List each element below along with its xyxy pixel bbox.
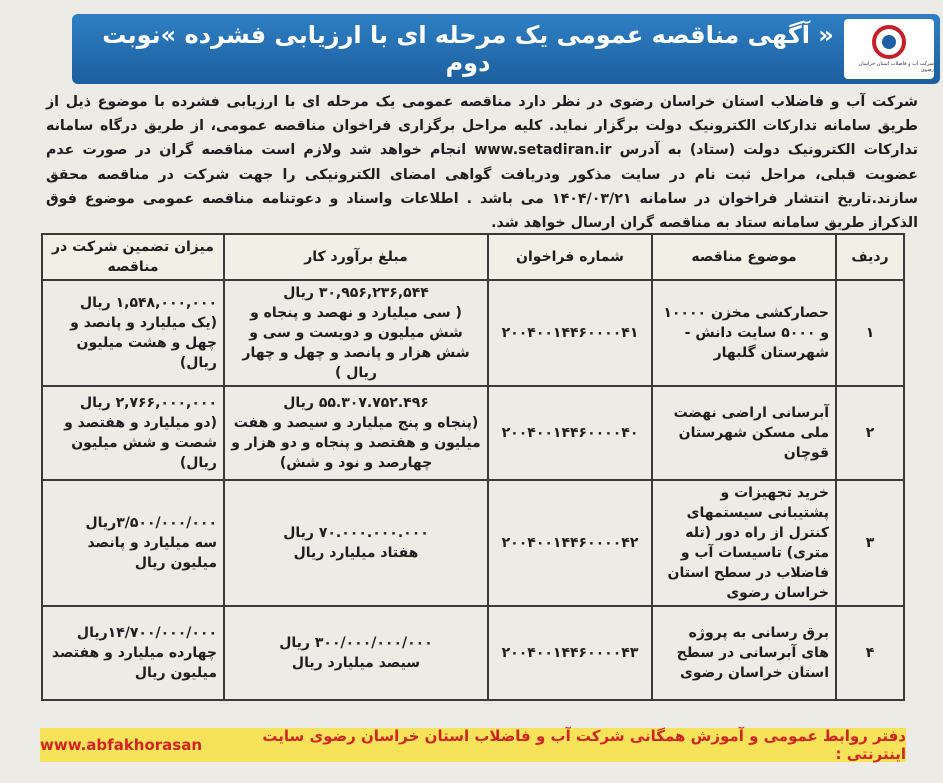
row-guarantee	[42, 480, 224, 606]
row-call-number	[488, 606, 652, 700]
row-estimate	[224, 386, 488, 480]
row-guarantee	[42, 386, 224, 480]
logo-caption: شرکت آب و فاضلاب استان خراسان رضوی	[858, 61, 934, 73]
guarantee-value: ۱,۵۴۸,۰۰۰,۰۰۰ ریال	[79, 295, 217, 311]
row-index: ۲	[836, 386, 904, 480]
header-estimate: مبلغ برآورد کار	[224, 234, 488, 280]
table-row	[42, 280, 904, 386]
estimate-value: ۳۰,۹۵۶,۲۳۶,۵۴۴ ریال	[283, 285, 429, 301]
row-estimate	[224, 280, 488, 386]
estimate-value: ۳۰۰/۰۰۰/۰۰۰/۰۰۰ ریال	[279, 635, 433, 651]
table-header-row	[42, 234, 904, 280]
estimate-words: ( سی میلیارد و نهصد و پنجاه و شش میلیون و دویست و سی و شش هزار و پانصد و چهل و چهار ریال )	[242, 305, 470, 381]
ad-title: « آگهی مناقصه عمومی یک مرحله ای با ارزیابی فشرده »نوبت دوم	[102, 21, 834, 77]
estimate-words: (پنجاه و پنج میلیارد و سیصد و هفت میلیون و هفتصد و پنجاه و دو هزار و چهارصد و نود و شش)	[231, 415, 481, 471]
row-index: ۳	[836, 480, 904, 606]
row-estimate	[224, 480, 488, 606]
row-subject: برق رسانی به پروژه های آبرسانی در سطح استان خراسان رضوی	[652, 606, 836, 700]
row-subject: خرید تجهیزات و پشتیبانی سیستمهای کنترل از راه دور (تله متری) تاسیسات آب و فاضلاب در سطح استان خراسان رضوی	[652, 480, 836, 606]
row-guarantee	[42, 606, 224, 700]
call-number-value: ۲۰۰۴۰۰۱۴۴۶۰۰۰۰۴۱	[501, 325, 639, 341]
logo-emblem-icon	[872, 25, 906, 59]
row-call-number	[488, 386, 652, 480]
table-row	[42, 386, 904, 480]
call-number-value: ۲۰۰۴۰۰۱۴۴۶۰۰۰۰۴۳	[501, 645, 639, 661]
intro-paragraph: شرکت آب و فاضلاب استان خراسان رضوی در نظر دارد مناقصه عمومی یک مرحله ای با ارزیابی فشرده با موضوع ذیل از طریق سامانه تدارکات الکترونیک دولت برگزار نماید. کلیه مراحل برگزاری فراخوان مناقصه عمومی، از طریق درگاه سامانه تدارکات الکترونیک دولت (ستاد) به آدرس www.setadiran.ir انجام خواهد شد ولازم است مناقصه گران در صورت عدم عضویت قبلی، مراحل ثبت نام در سایت مذکور ودریافت گواهی امضای الکترونیکی را جهت شرکت در مناقصه محقق سازند.تاریخ انتشار فراخوان در سامانه ۱۴۰۴/۰۳/۲۱ می باشد . اطلاعات واسناد و دعوتنامه مناقصه عمومی موضوع فوق الذکراز طریق سامانه ستاد به مناقصه گران ارسال خواهد شد.	[46, 94, 918, 232]
row-call-number	[488, 480, 652, 606]
row-index: ۴	[836, 606, 904, 700]
call-number-value: ۲۰۰۴۰۰۱۴۴۶۰۰۰۰۴۲	[501, 535, 639, 551]
guarantee-words: چهارده میلیارد و هفتصد میلیون ریال	[51, 645, 217, 681]
tender-table	[41, 233, 905, 701]
header-subject: موضوع مناقصه	[652, 234, 836, 280]
row-subject: حصارکشی مخزن ۱۰۰۰۰ و ۵۰۰۰ سایت دانش - شهرستان گلبهار	[652, 280, 836, 386]
footer-contact-bar	[40, 728, 906, 762]
guarantee-words: (یک میلیارد و پانصد و چهل و هشت میلیون ریال)	[70, 315, 217, 371]
guarantee-value: ۳/۵۰۰/۰۰۰/۰۰۰ریال	[85, 515, 217, 531]
estimate-value: ۵۵.۳۰۷.۷۵۲.۴۹۶ ریال	[283, 395, 429, 411]
row-subject: آبرسانی اراضی نهضت ملی مسکن شهرستان قوچان	[652, 386, 836, 480]
table-row	[42, 606, 904, 700]
header-index: ردیف	[836, 234, 904, 280]
call-number-value: ۲۰۰۴۰۰۱۴۴۶۰۰۰۰۴۰	[501, 425, 639, 441]
guarantee-value: ۱۴/۷۰۰/۰۰۰/۰۰۰ریال	[76, 625, 217, 641]
footer-website-link[interactable]: www.abfakhorasan	[40, 736, 203, 754]
row-call-number	[488, 280, 652, 386]
estimate-value: ۷۰.۰۰۰.۰۰۰.۰۰۰ ریال	[283, 525, 429, 541]
row-index: ۱	[836, 280, 904, 386]
footer-text: دفتر روابط عمومی و آموزش همگانی شرکت آب و فاضلاب استان خراسان رضوی سایت اینترنتی :	[262, 727, 906, 763]
table-row	[42, 480, 904, 606]
ad-title-banner	[72, 14, 940, 84]
row-estimate	[224, 606, 488, 700]
header-call-number: شماره فراخوان	[488, 234, 652, 280]
header-guarantee: میزان تضمین شرکت در مناقصه	[42, 234, 224, 280]
guarantee-words: (دو میلیارد و هفتصد و شصت و شش میلیون ریال)	[64, 415, 217, 471]
company-logo	[844, 19, 934, 79]
row-guarantee	[42, 280, 224, 386]
estimate-words: هفتاد میلیارد ریال	[293, 545, 419, 561]
guarantee-value: ۲,۷۶۶,۰۰۰,۰۰۰ ریال	[79, 395, 217, 411]
guarantee-words: سه میلیارد و پانصد میلیون ریال	[87, 535, 217, 571]
estimate-words: سیصد میلیارد ریال	[291, 655, 421, 671]
